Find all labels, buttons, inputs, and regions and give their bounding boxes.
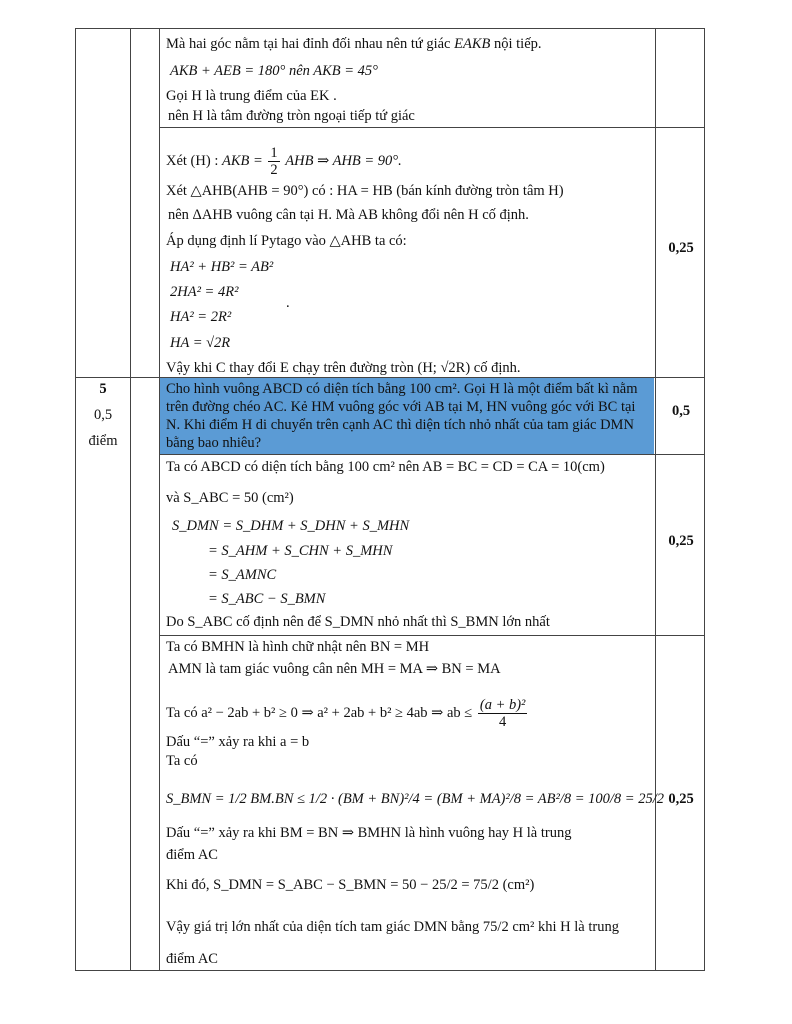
table-border-top — [75, 28, 705, 29]
text-line: Ta có — [166, 753, 198, 769]
row-divider — [159, 635, 705, 636]
equation: 2HA² = 4R² — [170, 284, 239, 300]
text-line: Mà hai góc nằm tại hai đỉnh đối nhau nên tứ giác EAKB nội tiếp. — [166, 36, 542, 52]
equation: S_BMN = 1/2 BM.BN ≤ 1/2 · (BM + BN)²/4 = (BM + MA)²/8 = AB²/8 = 100/8 = 25/2 — [166, 791, 664, 807]
equation: Ta có a² − 2ab + b² ≥ 0 ⇒ a² + 2ab + b² ≥ 4ab ⇒ ab ≤ $\frac{\text{(a + b)²}}{4}$ — [166, 697, 526, 730]
column-divider — [655, 28, 656, 971]
text-line: Ta có ABCD có diện tích bằng 100 cm² nên AB = BC = CD = CA = 10(cm) — [166, 459, 605, 475]
text-line: Ta có BMHN là hình chữ nhật nên BN = MH — [166, 639, 430, 655]
column-divider — [130, 28, 131, 971]
score-cell: 0,25 — [668, 240, 694, 256]
question-text: Cho hình vuông ABCD có diện tích bằng 100 cm². Gọi H là một điểm bất kì nằm trên đường chéo AC. Kẻ HM vuông góc với AB tại M, HN vuông góc với BC tại N. Khi điểm H di chuyển trên cạnh AC thì diện tích nhỏ nhất của tam giác DMN bằng bao nhiêu? — [166, 381, 638, 451]
text-line: Áp dụng định lí Pytago vào △AHB ta có: — [166, 233, 407, 249]
score-cell: 0,5 — [671, 403, 691, 419]
equation: HA = √2R — [170, 335, 231, 351]
equation: Khi đó, S_DMN = S_ABC − S_BMN = 50 − 25/2 = 75/2 (cm²) — [166, 877, 535, 893]
text-line: nên H là tâm đường tròn ngoại tiếp tứ giác — [168, 108, 415, 124]
table-border-left — [75, 28, 76, 971]
text-line: Dấu “=” xảy ra khi a = b — [166, 734, 310, 750]
question-number: 5 — [99, 381, 107, 397]
text-line: Dấu “=” xảy ra khi BM = BN ⇒ BMHN là hình vuông hay H là trung — [166, 825, 572, 841]
text-line: và S_ABC = 50 (cm²) — [166, 490, 294, 506]
equation: = S_AMNC — [208, 567, 277, 583]
text-line: điểm AC — [166, 847, 218, 863]
text-line: Gọi H là trung điểm của EK . — [166, 88, 337, 104]
question-points: 0,5 — [93, 407, 113, 423]
score-cell: 0,25 — [668, 791, 694, 807]
text-line: điểm AC — [166, 951, 218, 967]
dot: . — [286, 295, 290, 311]
table-border-right — [704, 28, 705, 971]
text-line: Vậy giá trị lớn nhất của diện tích tam giác DMN bằng 75/2 cm² khi H là trung — [166, 919, 619, 935]
equation: HA² = 2R² — [170, 309, 232, 325]
table-border-bottom — [75, 970, 705, 971]
equation: S_DMN = S_DHM + S_DHN + S_MHN — [172, 518, 410, 534]
points-unit: điểm — [88, 433, 118, 449]
row-divider — [159, 454, 705, 455]
text-line: Do S_ABC cố định nên để S_DMN nhỏ nhất thì S_BMN lớn nhất — [166, 614, 550, 630]
text-line: nên ΔAHB vuông cân tại H. Mà AB không đổi nên H cố định. — [168, 207, 529, 223]
equation: = S_ABC − S_BMN — [208, 591, 326, 607]
score-cell: 0,25 — [668, 533, 694, 549]
text-line: Vậy khi C thay đổi E chạy trên đường tròn (H; √2R) cố định. — [166, 360, 521, 376]
row-divider — [159, 127, 705, 128]
text-line: AMN là tam giác vuông cân nên MH = MA ⇒ BN = MA — [168, 661, 501, 677]
equation: HA² + HB² = AB² — [170, 259, 274, 275]
column-divider — [159, 28, 160, 971]
equation: Xét (H) : AKB = $\frac{1}{2}$ AHB ⇒ AHB = 90°. — [166, 145, 402, 178]
equation: AKB + AEB = 180° nên AKB = 45° — [170, 63, 378, 79]
text-line: Xét △AHB(AHB = 90°) có : HA = HB (bán kính đường tròn tâm H) — [166, 183, 564, 199]
equation: = S_AHM + S_CHN + S_MHN — [208, 543, 393, 559]
